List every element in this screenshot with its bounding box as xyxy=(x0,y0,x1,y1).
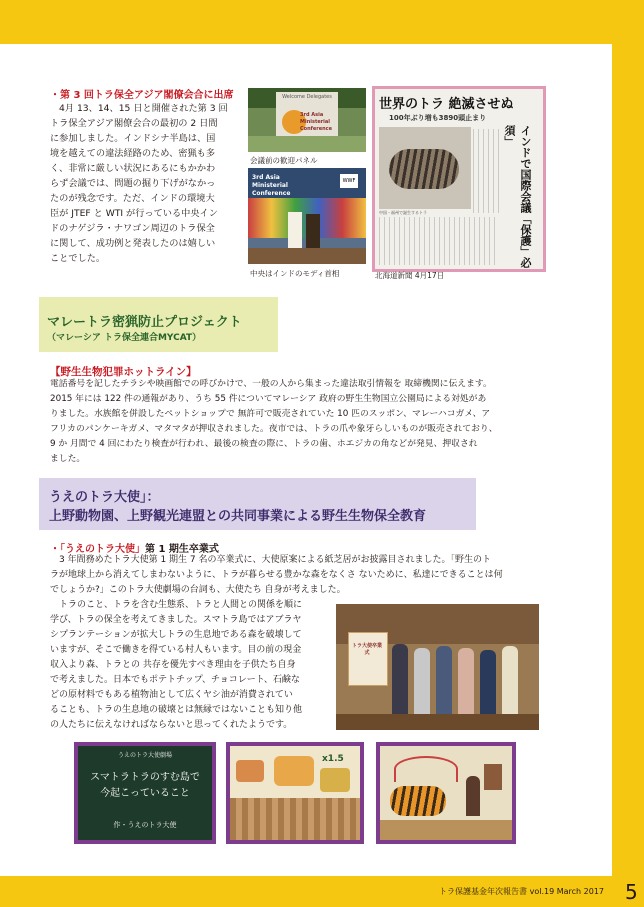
section1-line: 4月 13、14、15 日と開催された第 3 回 xyxy=(59,103,228,114)
section3-heading-prefix: ・「うえのトラ大使」 xyxy=(50,544,145,555)
section3-heading-suffix: 第 1 期生卒業式 xyxy=(145,544,219,555)
section2-title: マレートラ密猟防止プロジェクト xyxy=(47,315,242,330)
clipping-headline: 世界のトラ 絶滅させぬ xyxy=(379,97,514,112)
section3-line: の人たちに伝えなければならないと思ってくれたようです。 xyxy=(50,720,293,730)
section1-body xyxy=(50,101,240,266)
section1-line: ことでした。 xyxy=(50,253,106,264)
section3-body-full xyxy=(50,553,602,598)
section3-line: どの原材料でもある植物油として広くヤシ油が消費されてい xyxy=(50,690,293,700)
section1-line: トラ保全アジア閣僚会合の最初の 2 日間 xyxy=(50,118,218,129)
footer-publication: トラ保護基金年次報告書 vol.19 March 2017 xyxy=(439,887,604,896)
section2-line: ました。 xyxy=(50,454,86,464)
section1-line: らず会議では、問題の掘り下げがなかっ xyxy=(50,178,216,189)
clipping-photo-label: 中国・福州で誕生するトラ xyxy=(379,210,427,215)
section1-line: に関して、成功例と発表したのは嬉しい xyxy=(50,238,216,249)
section2-line: りました。水族館を併設したペットショップで 無許可で販売されていた 10 匹のスッポン、マレーハコガメ、ア xyxy=(50,409,491,419)
section3-line: 3 年間務めたトラ大使第 1 期生 7 名の卒業式に、大使原案による紙芝居がお披露目されました。「野生のト xyxy=(59,555,491,565)
play-title-board-photo xyxy=(74,742,216,844)
section3-title-line1: うえのトラ大使」： xyxy=(49,490,160,505)
section2-line: 9 か 月間で 4 回にわたり検査が行われ、最後の検査の際に、トラの歯、ホエジカの角などが発見、押収され xyxy=(50,439,478,449)
section3-title-line2: 上野動物園、上野観光連盟との共同事業による野生生物保全教育 xyxy=(49,509,427,524)
section1-line: に参加しました。インドシナ半島は、国 xyxy=(50,133,216,144)
newspaper-clipping xyxy=(372,86,546,272)
section3-line: 学び、トラの保全を考えてきました。スマトラ島ではアブラヤ xyxy=(50,615,302,625)
section2-body xyxy=(50,377,602,467)
section1-line: 境を越えての違法経路のため、密猟も多 xyxy=(50,148,216,159)
welcome-panel-photo xyxy=(248,88,366,152)
section3-body-narrow xyxy=(50,598,328,733)
section1-line: ドのナゲジラ・ナワゴン周辺のトラ保全 xyxy=(50,223,215,234)
clipping-vertical-headline: インドで国際会議「保護」必須」 xyxy=(503,125,532,268)
section2-line: フリカのパンケーキガメ、マタマタが押収されました。夜市では、トラの爪や象牙らしいものが販売されており、 xyxy=(50,424,498,434)
section1-heading: ・第 3 回トラ保全アジア閣僚会合に出席 xyxy=(50,90,234,101)
section3-line: トラのこと、トラを含む生態系、トラと人間との関係を順に xyxy=(59,600,303,610)
section3-line: いますが、そこで働きを得ている村人もいます。目の前の現金 xyxy=(50,645,302,655)
graduation-group-photo xyxy=(336,604,539,730)
drawing-label: x1.5 xyxy=(322,754,344,764)
section3-title-band xyxy=(39,478,476,530)
play-title-label: うえのトラ大使劇場 xyxy=(117,752,172,759)
graduation-sign-text: トラ大使卒業式 xyxy=(351,643,382,656)
caption-welcome: 会議前の歓迎パネル xyxy=(250,156,318,165)
play-title-line1: スマトラトラのすむ島で xyxy=(90,772,200,783)
play-title-line2: 今起こっていること xyxy=(100,788,190,799)
welcome-sign-text: 3rd Asia Ministerial Conference xyxy=(300,112,333,132)
section2-title-band xyxy=(39,297,278,352)
section3-line: でしょうか?」このトラ大使劇場の台詞も、大使たち 自身が考えました。 xyxy=(50,585,346,595)
conference-photo xyxy=(248,168,366,264)
right-color-band xyxy=(612,0,644,907)
wwf-sign: WWF xyxy=(340,174,358,188)
clipping-subheadline: 100年ぶり増も3890頭止まり xyxy=(389,114,487,122)
play-author-label: 作・うえのトラ大使 xyxy=(113,821,177,829)
section3-line: シプランテーションが拡大しトラの生息地である森を破壊して xyxy=(50,630,302,640)
section2-subtitle: （マレーシア トラ保全連合MYCAT） xyxy=(47,333,202,343)
conference-banner-text: 3rd Asia Ministerial Conference xyxy=(252,174,291,197)
section3-line: で考えました。日本でもポテトチップ、チョコレート、石鹸な xyxy=(50,675,300,685)
section1-line: たのが残念です。ただ、インドの環境大 xyxy=(50,193,215,204)
caption-newspaper: 北海道新聞 4月17日 xyxy=(375,271,445,280)
play-drawing-photo xyxy=(226,742,364,844)
section1-line: 臣が JTEF と WTI が行っている中央イン xyxy=(50,208,218,219)
caption-conference: 中央はインドのモディ首相 xyxy=(250,269,340,278)
top-color-band xyxy=(0,0,644,44)
section2-line: 2015 年には 122 件の通報があり、うち 55 件についてマレーシア 政府の野生生物国立公園局による対処があ xyxy=(50,394,487,404)
section2-line: 電話番号を記したチラシや映画館での呼びかけで、一般の人から集まった違法取引情報を 取締機関に伝えます。 xyxy=(50,379,492,389)
section3-line: 収入より森、トラとの 共存を優先すべき理由を子供たち自身 xyxy=(50,660,296,670)
page-number: 5 xyxy=(625,880,638,904)
section3-line: ラが地球上から消えてしまわないように、トラが暮らせる豊かな森をなくさ ないために、私達にできることは何 xyxy=(50,570,503,580)
section2-heading: 【野生生物犯罪ホットライン】 xyxy=(50,366,197,378)
section3-line: ることも、トラの生息地の破壊とは無縁ではないことも知り他 xyxy=(50,705,303,715)
play-tiger-drawing-photo xyxy=(376,742,516,844)
clipping-tiger-photo xyxy=(379,127,471,209)
welcome-banner-text: Welcome Delegates xyxy=(282,94,332,100)
section1-line: く、非常に厳しい状況にあるにもかかわ xyxy=(50,163,216,174)
